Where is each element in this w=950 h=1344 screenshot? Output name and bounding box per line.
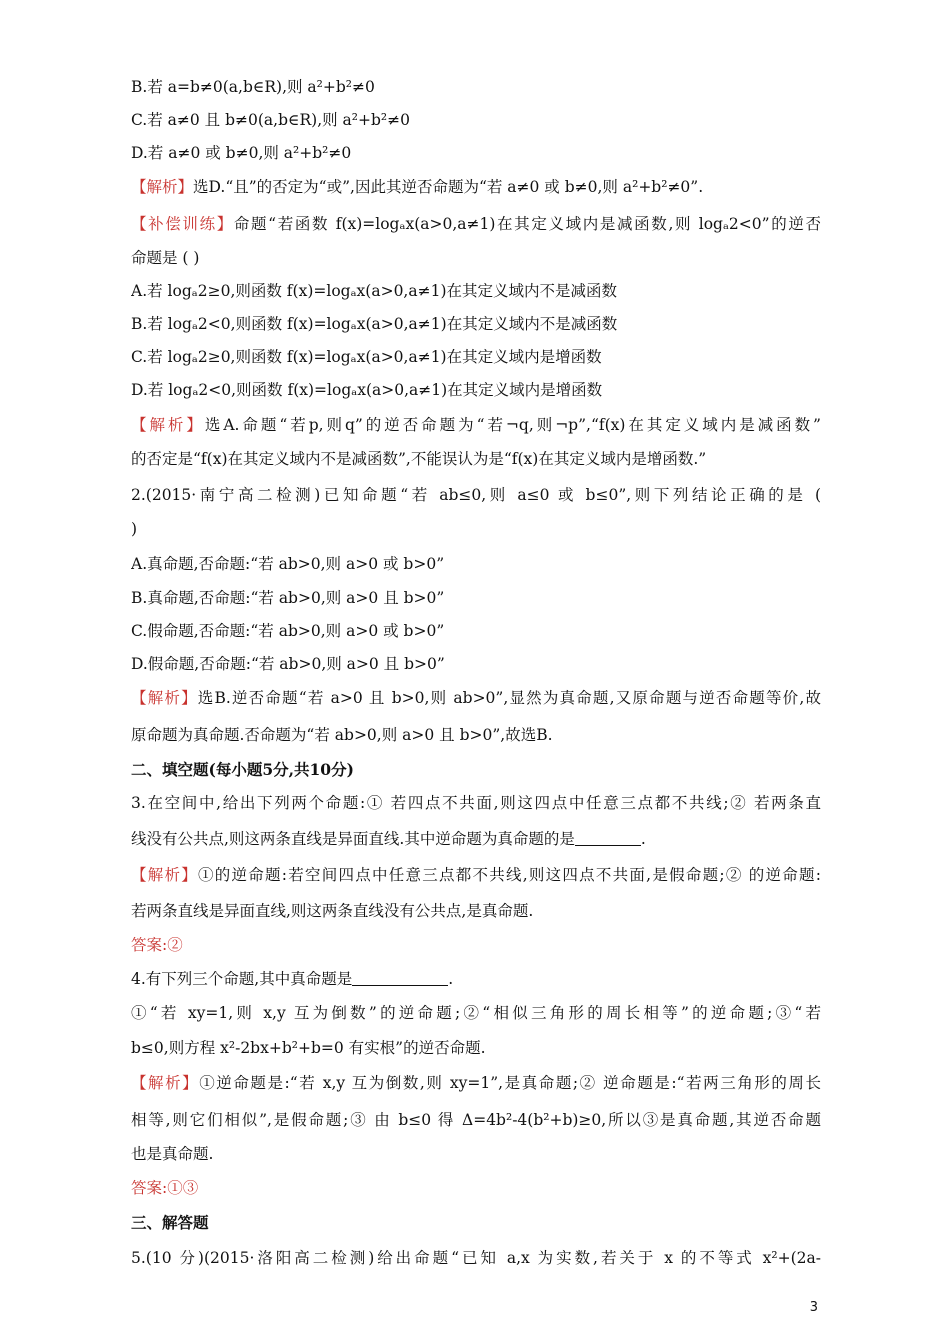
section-heading: 三、解答题 (131, 1213, 209, 1232)
option-b: B.真命题,否命题:“若 ab>0,则 a>0 且 b>0” (131, 589, 445, 607)
question-3: 3.在空间中,给出下列两个命题:① 若四点不共面,则这四点中任意三点都不共线;② 若两条直 (131, 794, 821, 812)
answer: 答案:①③ (131, 1179, 199, 1197)
period: . (640, 830, 646, 848)
analysis-text: 也是真命题. (131, 1145, 214, 1163)
option-c: C.假命题,否命题:“若 ab>0,则 a>0 或 b>0” (131, 622, 445, 640)
analysis-line (131, 685, 821, 711)
analysis-tag: 【解析】 (131, 1074, 200, 1092)
analysis-line (131, 862, 821, 888)
period: . (448, 970, 454, 988)
analysis-text: 选B.逆否命题“若 a>0 且 b>0,则 ab>0”,显然为真命题,又原命题与逆否命题等价,故 (197, 689, 821, 707)
option-c: C.若 logₐ2≥0,则函数 f(x)=logₐx(a>0,a≠1)在其定义域内是增函数 (131, 348, 602, 366)
analysis-text: 若两条直线是异面直线,则这两条直线没有公共点,是真命题. (131, 902, 534, 920)
question-2-paren: ) (131, 520, 138, 538)
question-5: 5.(10 分)(2015·洛阳高二检测)给出命题“已知 a,x 为实数,若关于 x 的不等式 x²+(2a- (131, 1249, 821, 1267)
option-d: D.若 a≠0 或 b≠0,则 a²+b²≠0 (131, 144, 352, 162)
analysis-tag: 【解析】 (131, 416, 205, 434)
question-4-items-cont: b≤0,则方程 x²-2bx+b²+b=0 有实根”的逆否命题. (131, 1039, 486, 1057)
question-2: 2.(2015·南宁高二检测)已知命题“若 ab≤0,则 a≤0 或 b≤0”,则下列结论正确的是 ( (131, 486, 821, 504)
question-stem-end: 命题是 ( ) (131, 249, 200, 267)
supplementary-text: 命题“若函数 f(x)=logₐx(a>0,a≠1)在其定义域内是减函数,则 logₐ2<0”的逆否 (233, 215, 821, 233)
option-a: A.真命题,否命题:“若 ab>0,则 a>0 或 b>0” (131, 555, 445, 573)
question-3-text: 线没有公共点,则这两条直线是异面直线.其中逆命题为真命题的是 (131, 830, 575, 848)
analysis-text: 相等,则它们相似”,是假命题;③ 由 b≤0 得 Δ=4b²-4(b²+b)≥0,所以③是真命题,其逆否命题 (131, 1111, 821, 1129)
analysis-text: 原命题为真命题.否命题为“若 ab>0,则 a>0 且 b>0”,故选B. (131, 726, 553, 744)
option-b: B.若 a=b≠0(a,b∈R),则 a²+b²≠0 (131, 78, 375, 96)
analysis-line (131, 174, 821, 200)
option-d: D.假命题,否命题:“若 ab>0,则 a>0 且 b>0” (131, 655, 445, 673)
question-4-items: ①“若 xy=1,则 x,y 互为倒数”的逆命题;②“相似三角形的周长相等”的逆命题;③“若 (131, 1004, 821, 1022)
analysis-text: 选A.命题“若p,则q”的逆否命题为“若¬q,则¬p”,“f(x)在其定义域内是减函数” (204, 416, 821, 434)
answer: 答案:② (131, 936, 183, 954)
analysis-line (131, 1070, 821, 1096)
question-4-text: 4.有下列三个命题,其中真命题是 (131, 970, 353, 988)
analysis-tag: 【解析】 (131, 178, 194, 196)
analysis-tag: 【解析】 (131, 689, 198, 707)
analysis-tag: 【解析】 (131, 866, 199, 884)
page-number: 3 (809, 1300, 818, 1315)
supplementary-line (131, 211, 821, 237)
option-b: B.若 logₐ2<0,则函数 f(x)=logₐx(a>0,a≠1)在其定义域内不是减函数 (131, 315, 618, 333)
analysis-text: ①逆命题是:“若 x,y 互为倒数,则 xy=1”,是真命题;② 逆命题是:“若两三角形的周长 (199, 1074, 821, 1092)
supplementary-tag: 【补偿训练】 (131, 215, 234, 233)
answer-blank (575, 829, 641, 846)
option-a: A.若 logₐ2≥0,则函数 f(x)=logₐx(a>0,a≠1)在其定义域内不是减函数 (131, 282, 617, 300)
answer-blank (352, 969, 448, 986)
section-heading: 二、填空题(每小题5分,共10分) (131, 760, 354, 779)
question-4 (131, 966, 821, 992)
analysis-text: 的否定是“f(x)在其定义域内不是减函数”,不能误认为是“f(x)在其定义域内是增函数.” (131, 450, 707, 468)
analysis-text: 选D.“且”的否定为“或”,因此其逆否命题为“若 a≠0 或 b≠0,则 a²+b²≠0”. (193, 178, 704, 196)
option-c: C.若 a≠0 且 b≠0(a,b∈R),则 a²+b²≠0 (131, 111, 410, 129)
option-d: D.若 logₐ2<0,则函数 f(x)=logₐx(a>0,a≠1)在其定义域内是增函数 (131, 381, 603, 399)
question-3-cont (131, 826, 821, 852)
analysis-line (131, 412, 821, 438)
analysis-text: ①的逆命题:若空间四点中任意三点都不共线,则这四点不共面,是假命题;② 的逆命题: (198, 866, 821, 884)
